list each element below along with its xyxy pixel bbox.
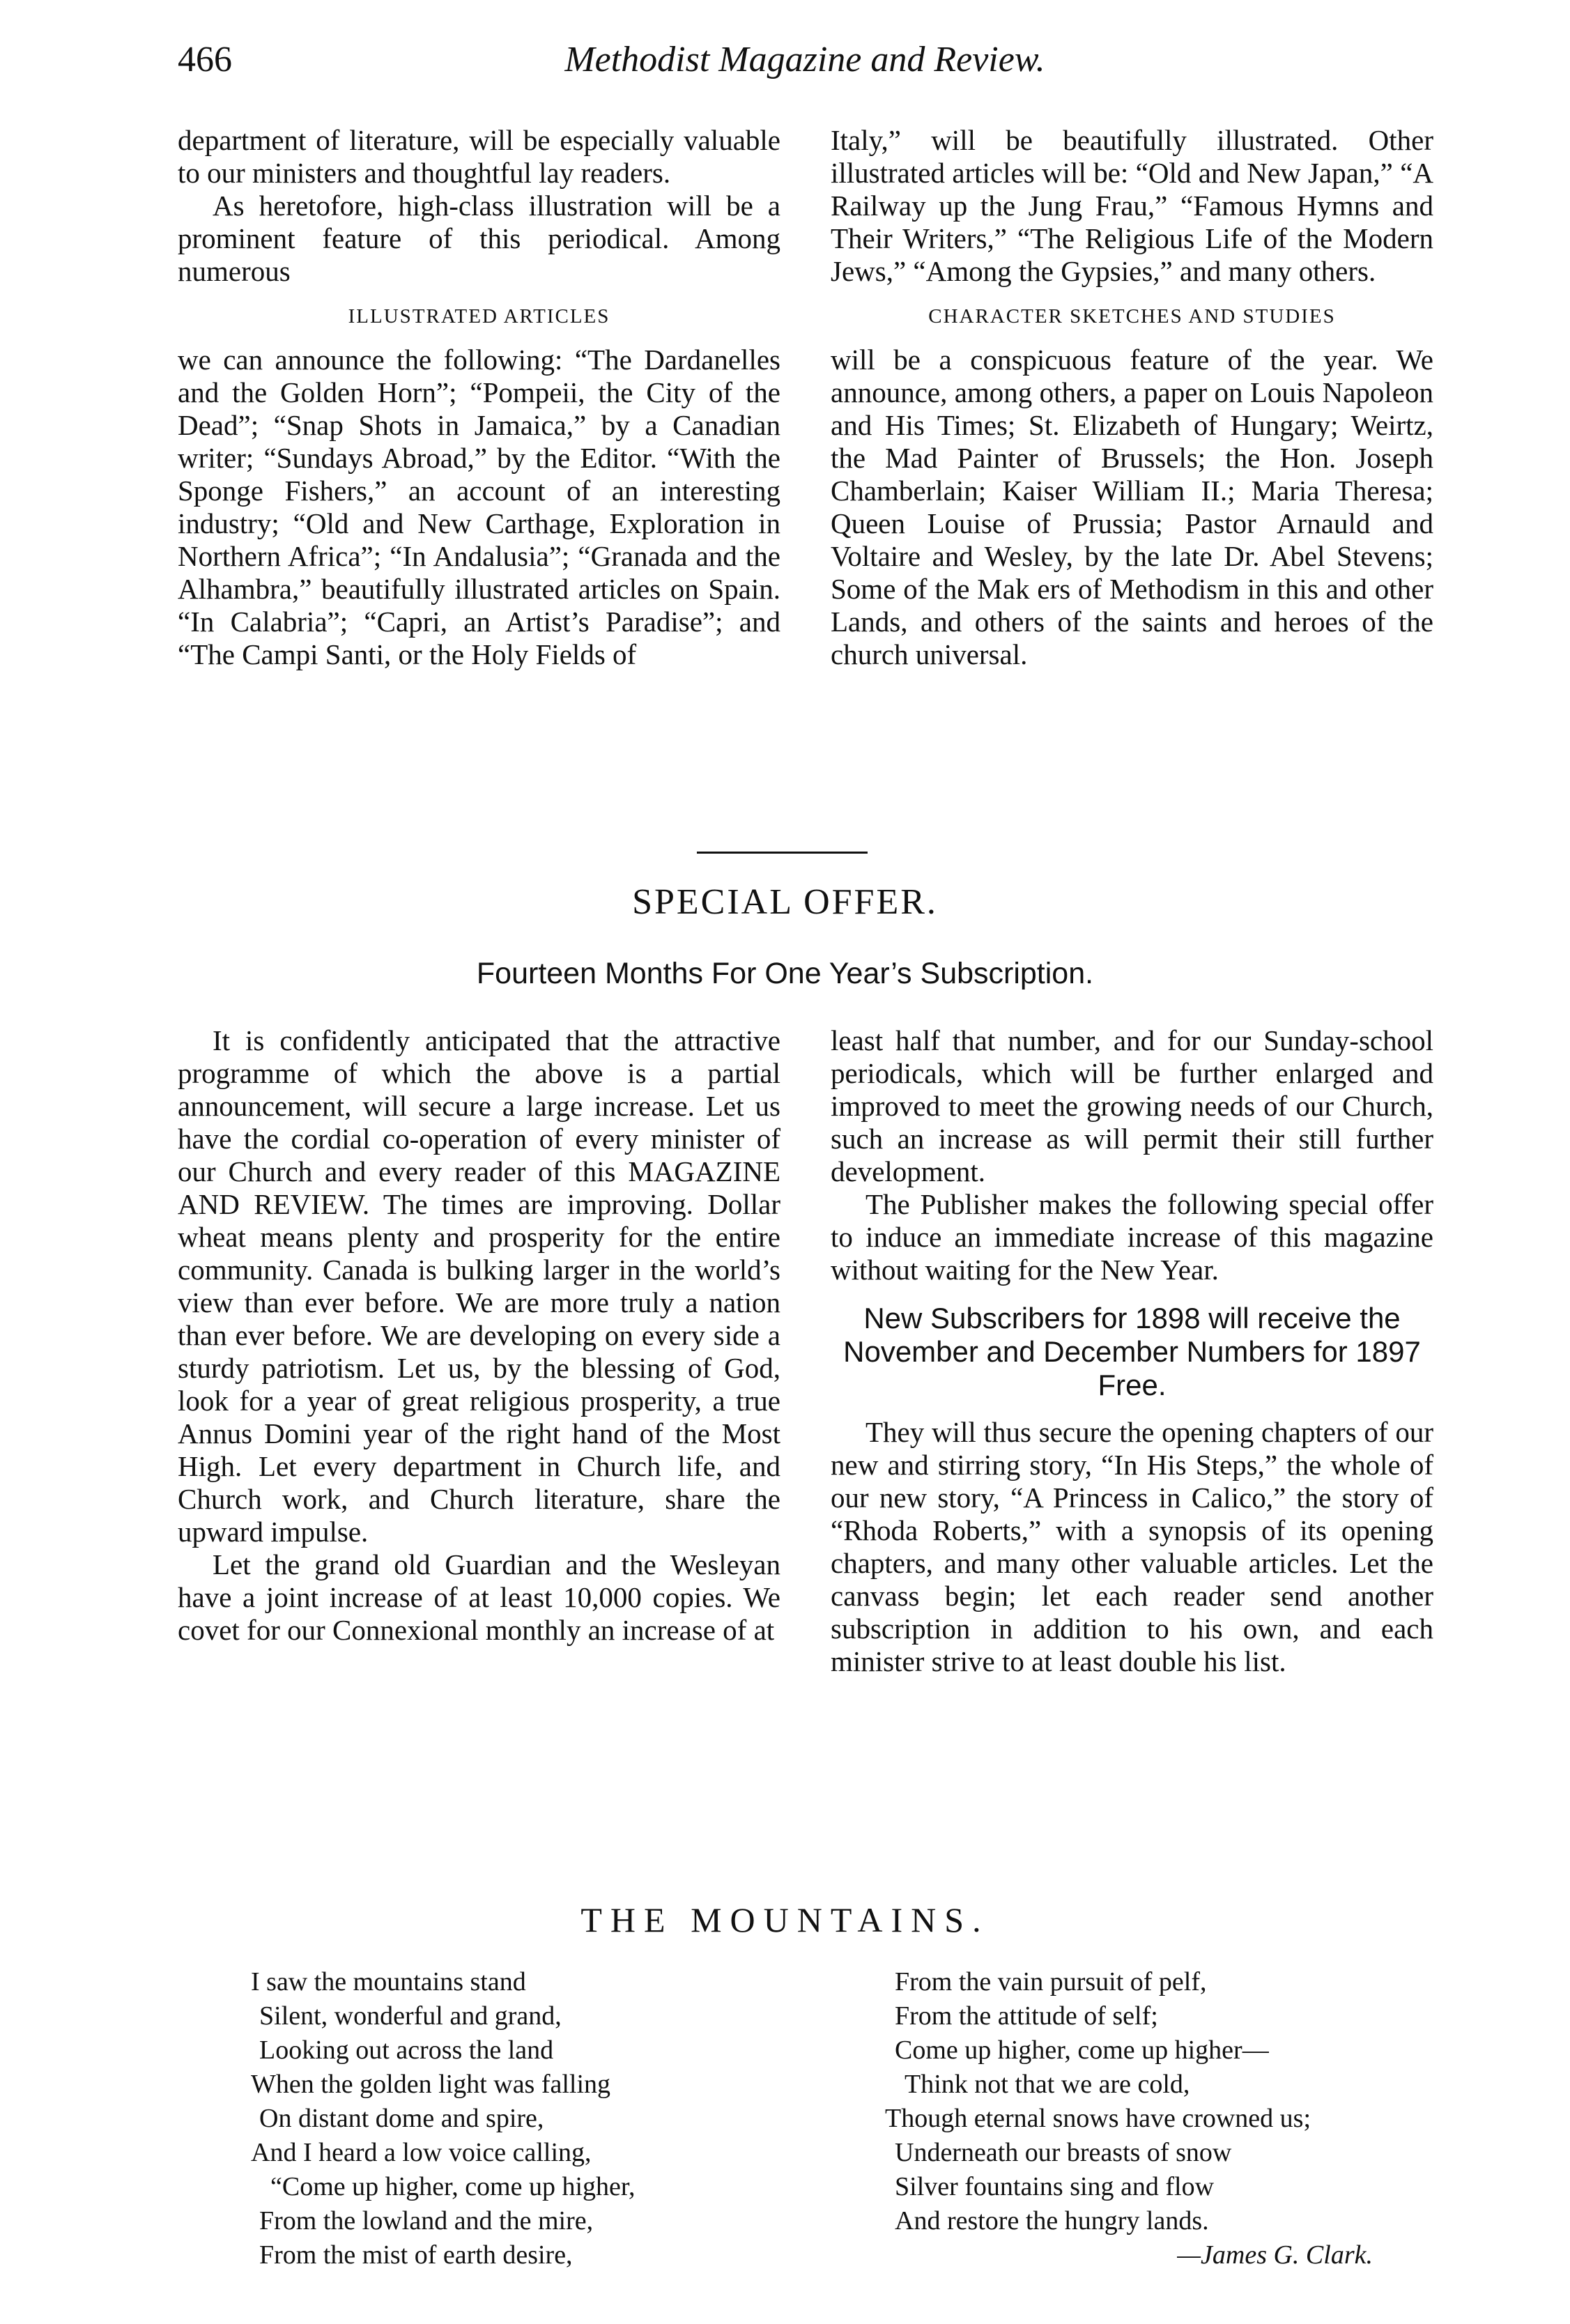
poem-title: THE MOUNTAINS.: [580, 1900, 990, 1939]
poem-line: I saw the mountains stand: [251, 1967, 526, 1996]
section-heading: CHARACTER SKETCHES AND STUDIES: [928, 305, 1336, 328]
poem-line: From the attitude of self;: [895, 2001, 1158, 2031]
offer-right-column: [831, 1024, 1433, 1678]
poem-line: Silent, wonderful and grand,: [259, 2001, 562, 2031]
poem-attribution: —James G. Clark.: [1177, 2240, 1373, 2270]
offer-left-column: [178, 1024, 780, 1647]
poem-line: “Come up higher, come up higher,: [270, 2172, 636, 2201]
poem-line: From the mist of earth desire,: [259, 2240, 573, 2270]
top-left-column: [178, 124, 780, 671]
poem-line: When the golden light was falling: [251, 2070, 611, 2099]
poem-line: On distant dome and spire,: [259, 2104, 544, 2133]
paragraph: Italy,” will be beautifully illustrated. Other illustrated articles will be: “Old and New Japan,” “A Railway up the Jung Frau,” “Famous Hymns and Their Writers,” “The Religious Life of the Modern Jews,” “Among the Gypsies,” and many others.: [831, 124, 1433, 287]
paragraph: It is confidently anticipated that the attractive programme of which the above is a partial announcement, will secure a large increase. Let us have the cordial co-operation of every minister of our Church and every reader of this MAGAZINE AND REVIEW. The times are improving. Dollar wheat means plenty and prosperity for the entire community. Canada is bulking larger in the world’s view than ever before. We are more truly a nation than ever before. We are developing on every side a sturdy patriotism. Let us, by the blessing of God, look for a year of great religious prosperity, a true Annus Domini year of the right hand of the Most High. Let every department in Church life, and Church work, and Church literature, share the upward impulse.: [178, 1024, 780, 1548]
paragraph: As heretofore, high-class illustration will be a prominent feature of this periodical. Among numerous: [178, 190, 780, 287]
running-title: Methodist Magazine and Review.: [564, 40, 1045, 79]
special-offer-title: SPECIAL OFFER.: [632, 882, 938, 922]
poem-line: From the vain pursuit of pelf,: [895, 1967, 1207, 1996]
paragraph: will be a conspicuous feature of the year. We announce, among others, a paper on Louis Napoleon and His Times; St. Elizabeth of Hungary; Weirtz, the Mad Painter of Brussels; the Hon. Joseph Chamberlain; Kaiser William II.; Maria Theresa; Queen Louise of Prussia; Pastor Arnauld and Voltaire and Wesley, by the late Dr. Abel Stevens; Some of the Mak ers of Methodism in this and other Lands, and others of the saints and heroes of the church universal.: [831, 344, 1433, 670]
poem-line: Come up higher, come up higher—: [895, 2036, 1269, 2065]
paragraph: Let the grand old Guardian and the Wesleyan have a joint increase of at least 10,000 copies. We covet for our Connexional monthly an increase of at: [178, 1548, 780, 1646]
paragraph: we can announce the following: “The Dardanelles and the Golden Horn”; “Pompeii, the City of the Dead”; “Snap Shots in Jamaica,” by a Canadian writer; “Sundays Abroad,” by the Editor. “With the Sponge Fishers,” an account of an interesting industry; “Old and New Carthage, Exploration in Northern Africa”; “In Andalusia”; “Granada and the Alhambra,” beautifully illustrated articles on Spain. “In Calabria”; “Capri, an Artist’s Paradise”; and “The Campi Santi, or the Holy Fields of: [178, 344, 780, 670]
poem-line: And restore the hungry lands.: [895, 2206, 1209, 2235]
poem-line: Silver fountains sing and flow: [895, 2172, 1215, 2201]
paragraph: least half that number, and for our Sunday-school periodicals, which will be further enlarged and improved to meet the growing needs of our Church, such an increase as will permit their still further development.: [831, 1024, 1433, 1187]
paragraph: They will thus secure the opening chapters of our new and stirring story, “In His Steps,” the whole of our new story, “A Princess in Calico,” the story of “Rhoda Roberts,” with a synopsis of its opening chapters, and many other valuable articles. Let the canvass begin; let each reader send another subscription in addition to his own, and each minister strive to at least double his list.: [831, 1416, 1433, 1677]
poem-line: Looking out across the land: [259, 2036, 554, 2065]
page-header: [178, 39, 1432, 88]
section-divider: [697, 852, 868, 854]
paragraph: department of literature, will be especially valuable to our ministers and thoughtful lay readers.: [178, 124, 780, 189]
poem-line: Think not that we are cold,: [905, 2070, 1190, 2099]
section-heading: ILLUSTRATED ARTICLES: [348, 305, 610, 328]
poem-line: From the lowland and the mire,: [259, 2206, 594, 2235]
special-offer-subtitle: Fourteen Months For One Year’s Subscription.: [476, 957, 1094, 990]
poem-line: And I heard a low voice calling,: [251, 2138, 592, 2167]
page-number: 466: [178, 40, 232, 79]
poem-left-stanza: [251, 1965, 780, 2272]
poem-line: Though eternal snows have crowned us;: [885, 2104, 1311, 2133]
paragraph: The Publisher makes the following special offer to induce an immediate increase of this magazine without waiting for the New Year.: [831, 1188, 1433, 1286]
top-right-column: [831, 124, 1433, 671]
poem-line: Underneath our breasts of snow: [895, 2138, 1232, 2167]
poem-right-stanza: [885, 1965, 1415, 2272]
offer-announcement: New Subscribers for 1898 will receive the November and December Numbers for 1897 Free.: [843, 1302, 1421, 1401]
